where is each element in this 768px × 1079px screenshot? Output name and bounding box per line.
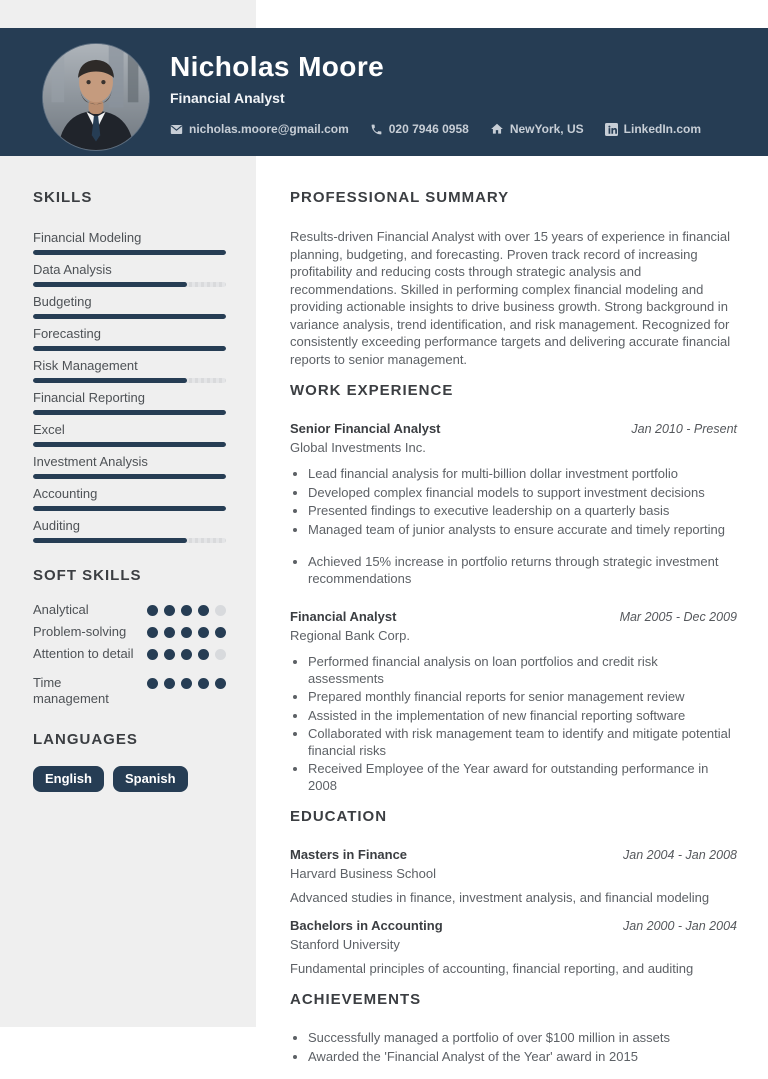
skills-heading: SKILLS	[33, 189, 93, 206]
skill-name: Budgeting	[33, 294, 92, 309]
skill-name: Risk Management	[33, 358, 138, 373]
skill-progress-track	[33, 474, 226, 479]
skill-progress-fill	[33, 474, 226, 479]
skill-item	[33, 294, 226, 319]
job-bullet: • Managed team of junior analysts to ensure accurate and timely reporting	[308, 522, 737, 539]
profile-photo	[43, 44, 149, 150]
achievement-bullet: • Awarded the 'Financial Analyst of the Year' award in 2015	[308, 1049, 737, 1066]
job-bullet: • Assisted in the implementation of new financial reporting software	[308, 708, 737, 725]
soft-skill-rating	[147, 646, 226, 660]
contact-item	[490, 122, 584, 136]
job-title: Financial Analyst	[290, 609, 397, 624]
degree-name: Masters in Finance	[290, 847, 408, 862]
skill-item	[33, 358, 226, 383]
resume-main-column	[290, 189, 737, 1079]
rating-dot-filled	[164, 605, 175, 616]
contact-item	[370, 122, 469, 136]
rating-dot-filled	[181, 649, 192, 660]
contact-row	[170, 122, 701, 136]
education-heading: EDUCATION	[290, 808, 388, 825]
skill-item	[33, 390, 226, 415]
rating-dot-filled	[198, 605, 209, 616]
job-bullet: • Collaborated with risk management team to identify and mitigate potential financial risks	[308, 726, 737, 759]
email-icon	[170, 123, 183, 136]
person-job-title: Financial Analyst	[170, 89, 285, 106]
skill-item	[33, 262, 226, 287]
education-entry	[290, 918, 737, 977]
skill-item	[33, 230, 226, 255]
rating-dot-filled	[147, 649, 158, 660]
experience-list	[290, 421, 737, 794]
resume-header	[0, 28, 768, 156]
rating-dot-filled	[215, 627, 226, 638]
skill-name: Data Analysis	[33, 262, 112, 277]
soft-skills-heading: SOFT SKILLS	[33, 567, 142, 584]
professional-summary-section	[290, 189, 737, 368]
skill-progress-fill	[33, 378, 187, 383]
soft-skill-rating	[147, 675, 226, 689]
skill-name: Accounting	[33, 486, 98, 501]
job-dates: Mar 2005 - Dec 2009	[619, 610, 737, 624]
rating-dot-filled	[198, 649, 209, 660]
soft-skill-name: Time management	[33, 675, 109, 706]
rating-dot-filled	[147, 678, 158, 689]
skill-item	[33, 518, 226, 543]
skill-progress-fill	[33, 538, 187, 543]
work-experience-section	[290, 382, 737, 794]
linkedin-icon	[605, 123, 618, 136]
skill-progress-track	[33, 314, 226, 319]
phone-icon	[370, 123, 383, 136]
skill-progress-track	[33, 442, 226, 447]
skill-name: Financial Modeling	[33, 230, 142, 245]
skill-progress-fill	[33, 314, 226, 319]
job-bullets	[290, 466, 737, 538]
summary-text: Results-driven Financial Analyst with over 15 years of experience in financial planning, budgeting, and forecasting. Proven track record of increasing profitability and reducing costs through strategic analysis and recommendations. Skilled in performing complex financial modeling and providing actionable insights to drive business growth. Strong background in variance analysis, trend identification, and risk management. Recognized for consistently exceeding performance targets and delivering accurate financial reports to senior management.	[290, 229, 731, 367]
rating-dot-filled	[215, 678, 226, 689]
education-list	[290, 847, 737, 977]
language-badge: Spanish	[113, 766, 188, 792]
skill-progress-fill	[33, 506, 226, 511]
job-bullet: • Received Employee of the Year award for outstanding performance in 2008	[308, 761, 737, 794]
school-name: Stanford University	[290, 937, 400, 952]
rating-dot-filled	[147, 627, 158, 638]
education-description: Fundamental principles of accounting, financial reporting, and auditing	[290, 961, 694, 976]
contact-item	[605, 122, 701, 136]
contact-text: NewYork, US	[509, 122, 584, 136]
skill-item	[33, 422, 226, 447]
job-bullets	[290, 654, 737, 794]
skill-name: Excel	[33, 422, 65, 437]
experience-entry	[290, 421, 737, 587]
education-entry	[290, 847, 737, 906]
skill-progress-track	[33, 346, 226, 351]
job-title: Senior Financial Analyst	[290, 421, 441, 436]
soft-skill-name: Analytical	[33, 602, 89, 617]
skill-progress-track	[33, 538, 226, 543]
job-company: Regional Bank Corp.	[290, 628, 410, 643]
job-bullet: • Performed financial analysis on loan portfolios and credit risk assessments	[308, 654, 737, 687]
skill-progress-fill	[33, 282, 187, 287]
soft-skill-rating	[147, 602, 226, 616]
skill-progress-track	[33, 378, 226, 383]
rating-dot-filled	[147, 605, 158, 616]
rating-dot-filled	[198, 678, 209, 689]
skill-name: Investment Analysis	[33, 454, 148, 469]
skill-progress-fill	[33, 250, 226, 255]
languages-heading: LANGUAGES	[33, 731, 138, 748]
rating-dot-empty	[215, 649, 226, 660]
contact-item	[170, 122, 349, 136]
skill-progress-fill	[33, 410, 226, 415]
profile-photo-illustration	[43, 44, 149, 150]
soft-skill-item	[33, 624, 226, 640]
job-bullet: • Developed complex financial models to support investment decisions	[308, 485, 737, 502]
skill-progress-track	[33, 506, 226, 511]
job-company: Global Investments Inc.	[290, 440, 426, 455]
person-name: Nicholas Moore	[170, 51, 385, 82]
soft-skill-name: Attention to detail	[33, 646, 134, 661]
job-achievement-bullets	[290, 554, 737, 587]
soft-skills-list	[33, 602, 226, 707]
rating-dot-filled	[164, 649, 175, 660]
languages-list	[33, 766, 226, 792]
contact-text: LinkedIn.com	[623, 122, 701, 136]
work-experience-heading: WORK EXPERIENCE	[290, 382, 454, 399]
rating-dot-filled	[181, 627, 192, 638]
achievements-section	[290, 991, 737, 1065]
education-section	[290, 808, 737, 977]
skill-progress-fill	[33, 442, 226, 447]
rating-dot-filled	[198, 627, 209, 638]
education-dates: Jan 2004 - Jan 2008	[623, 848, 737, 862]
rating-dot-empty	[215, 605, 226, 616]
degree-name: Bachelors in Accounting	[290, 918, 443, 933]
skill-name: Financial Reporting	[33, 390, 146, 405]
job-achievement-bullet: • Achieved 15% increase in portfolio returns through strategic investment recommendations	[308, 554, 737, 587]
skill-name: Forecasting	[33, 326, 101, 341]
soft-skill-item	[33, 646, 226, 662]
resume-sidebar	[33, 189, 226, 792]
language-badge: English	[33, 766, 104, 792]
contact-text: nicholas.moore@gmail.com	[189, 122, 349, 136]
summary-heading: PROFESSIONAL SUMMARY	[290, 189, 510, 206]
achievements-heading: ACHIEVEMENTS	[290, 991, 422, 1008]
skill-progress-track	[33, 410, 226, 415]
soft-skill-name: Problem-solving	[33, 624, 127, 639]
skills-list	[33, 230, 226, 543]
rating-dot-filled	[164, 627, 175, 638]
contact-text: 020 7946 0958	[388, 122, 469, 136]
rating-dot-filled	[181, 678, 192, 689]
soft-skill-rating	[147, 624, 226, 638]
skill-item	[33, 454, 226, 479]
skill-name: Auditing	[33, 518, 80, 533]
education-dates: Jan 2000 - Jan 2004	[623, 919, 737, 933]
soft-skill-item	[33, 675, 226, 707]
school-name: Harvard Business School	[290, 866, 436, 881]
soft-skill-item	[33, 602, 226, 618]
skill-progress-fill	[33, 346, 226, 351]
job-bullet: • Presented findings to executive leadership on a quarterly basis	[308, 503, 737, 520]
job-dates: Jan 2010 - Present	[631, 422, 737, 436]
achievement-bullet: • Successfully managed a portfolio of over $100 million in assets	[308, 1030, 737, 1047]
home-icon	[490, 122, 504, 136]
job-bullet: • Prepared monthly financial reports for senior management review	[308, 689, 737, 706]
skill-item	[33, 486, 226, 511]
rating-dot-filled	[164, 678, 175, 689]
rating-dot-filled	[181, 605, 192, 616]
education-description: Advanced studies in finance, investment analysis, and financial modeling	[290, 890, 710, 905]
skill-item	[33, 326, 226, 351]
skill-progress-track	[33, 250, 226, 255]
achievements-list	[290, 1030, 737, 1065]
job-bullet: • Lead financial analysis for multi-billion dollar investment portfolio	[308, 466, 737, 483]
experience-entry	[290, 609, 737, 794]
skill-progress-track	[33, 282, 226, 287]
